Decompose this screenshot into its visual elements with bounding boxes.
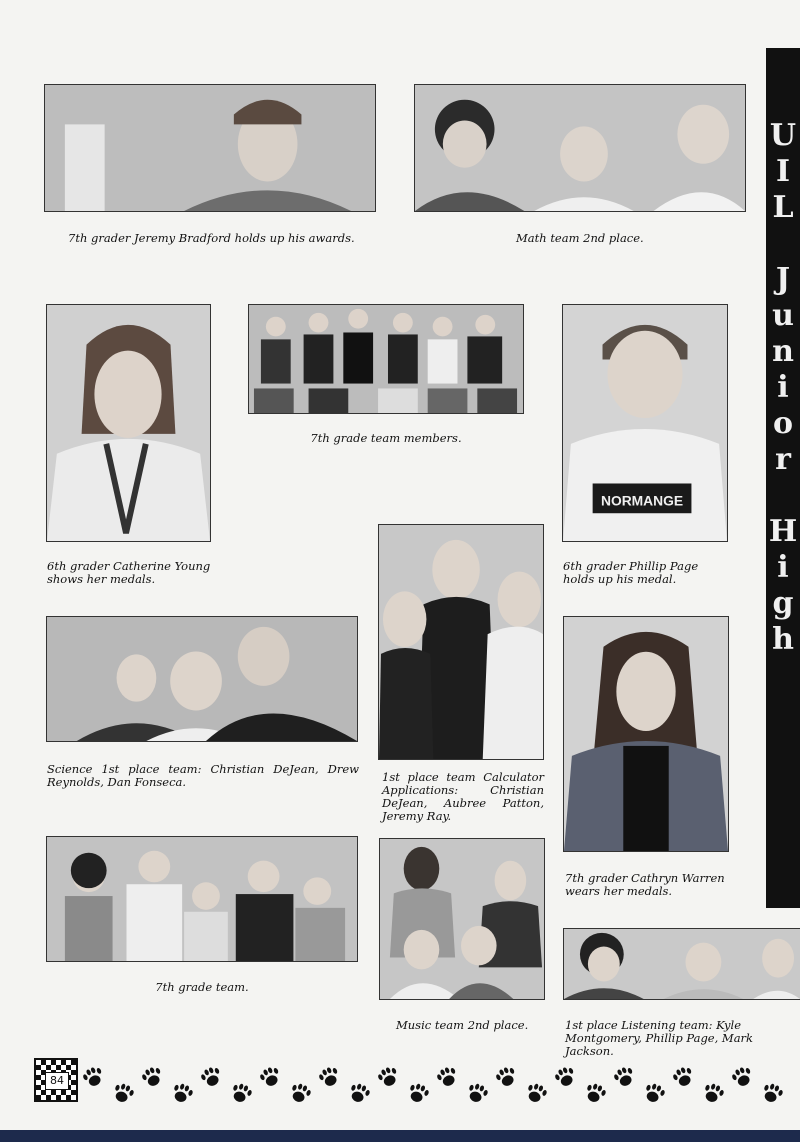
photo-jeremy-bradford <box>44 84 376 212</box>
paw-print-icon <box>285 1079 313 1107</box>
paw-print-icon <box>226 1079 254 1107</box>
paw-print-icon <box>639 1079 667 1107</box>
caption-math-team: Math team 2nd place. <box>516 231 644 245</box>
paw-print-icon <box>580 1079 608 1107</box>
sidebar-title-bar <box>766 48 800 908</box>
photo-catherine-young <box>46 304 211 542</box>
page-number: 84 <box>45 1072 69 1090</box>
paw-print-icon <box>727 1062 756 1091</box>
paw-print-icon <box>344 1079 372 1107</box>
paw-print-icon <box>757 1079 785 1107</box>
caption-jeremy-bradford: 7th grader Jeremy Bradford holds up his awards. <box>68 231 355 245</box>
paw-print-icon <box>196 1062 225 1091</box>
paw-print-icon <box>255 1062 284 1091</box>
photo-cathryn-warren <box>563 616 729 852</box>
paw-print-icon <box>462 1079 490 1107</box>
caption-music-team: Music team 2nd place. <box>396 1018 529 1032</box>
photo-science-team <box>46 616 358 742</box>
photo-7th-grade-members <box>248 304 524 414</box>
caption-listening-team: 1st place Listening team: Kyle Montgomery, Phillip Page, Mark Jackson. <box>565 1018 754 1058</box>
paw-print-icon <box>609 1062 638 1091</box>
photo-math-team <box>414 84 746 212</box>
photo-listening-team <box>563 928 800 1000</box>
caption-catherine-young: 6th grader Catherine Young shows her medals. <box>47 559 211 586</box>
paw-print-icon <box>668 1062 697 1091</box>
shirt-text: NORMANGE <box>600 492 684 509</box>
caption-7th-grade-team: 7th grade team. <box>155 980 249 994</box>
photo-7th-grade-team <box>46 836 358 962</box>
paw-print-icon <box>108 1079 136 1107</box>
photo-music-team <box>379 838 545 1000</box>
paw-print-icon <box>403 1079 431 1107</box>
paw-print-icon <box>432 1062 461 1091</box>
page-number-badge <box>34 1058 78 1102</box>
paw-print-icon <box>78 1062 107 1091</box>
paw-print-icon <box>550 1062 579 1091</box>
paw-print-border <box>82 1058 794 1108</box>
caption-cathryn-warren: 7th grader Cathryn Warren wears her medals. <box>565 871 725 898</box>
caption-phillip-page: 6th grader Phillip Page holds up his medal. <box>563 559 699 586</box>
paw-print-icon <box>373 1062 402 1091</box>
photo-calculator-team <box>378 524 544 760</box>
photo-phillip-page <box>562 304 728 542</box>
paw-print-icon <box>698 1079 726 1107</box>
bottom-edge <box>0 1130 800 1142</box>
paw-print-icon <box>491 1062 520 1091</box>
paw-print-icon <box>167 1079 195 1107</box>
paw-print-icon <box>521 1079 549 1107</box>
caption-7th-grade-members: 7th grade team members. <box>310 431 462 445</box>
paw-print-icon <box>314 1062 343 1091</box>
caption-science-team: Science 1st place team: Christian DeJean, Drew Reynolds, Dan Fonseca. <box>47 762 359 789</box>
paw-print-icon <box>137 1062 166 1091</box>
caption-calculator-team: 1st place team Calculator Applications: Christian DeJean, Aubree Patton, Jeremy Ray. <box>382 770 544 823</box>
sidebar-title: U I L J u n i o r H i g h <box>768 118 798 657</box>
